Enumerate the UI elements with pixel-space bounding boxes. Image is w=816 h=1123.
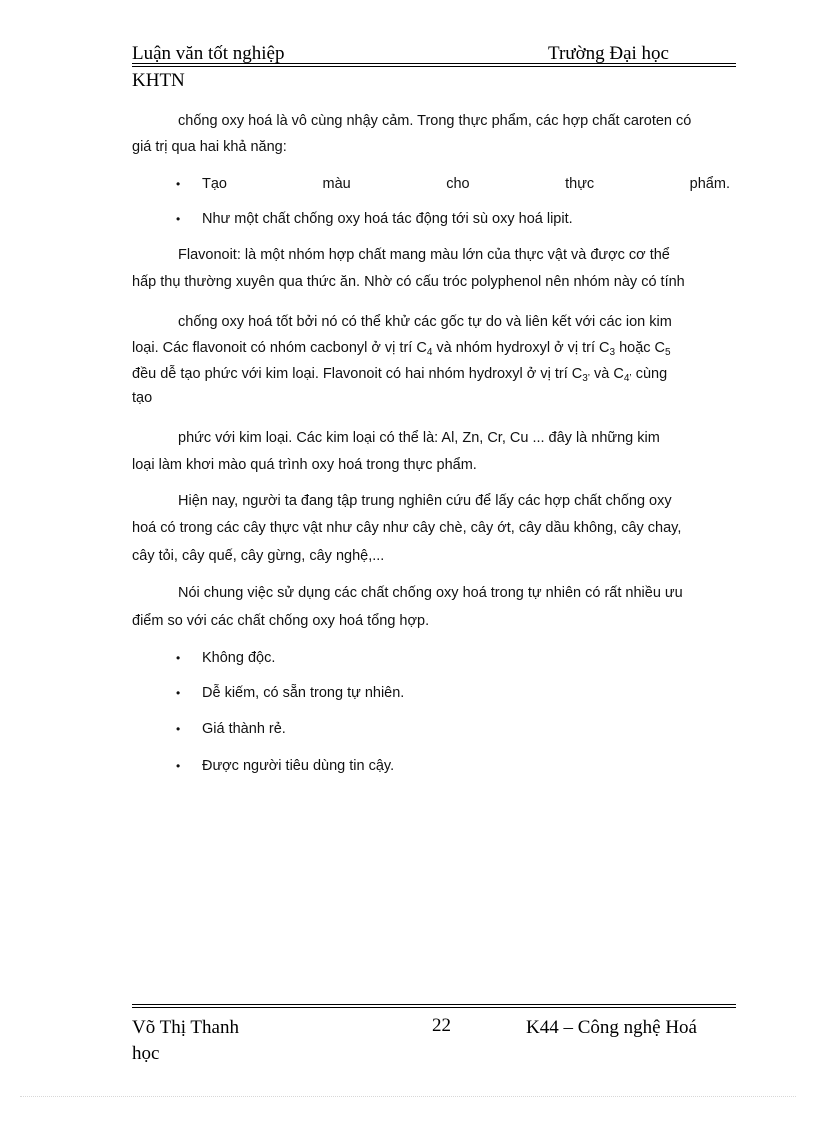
header-title-right xyxy=(548,43,669,65)
header-right-text: Trường Đại học xyxy=(548,43,669,64)
header-rule-top xyxy=(132,63,736,64)
advantage-item-1: Không độc. xyxy=(202,650,276,666)
page-bottom-border xyxy=(20,1096,796,1097)
footer-rule-top xyxy=(132,1004,736,1005)
p2-line-2: hấp thụ thường xuyên qua thức ăn. Nhờ có cấu tróc polyphenol nên nhóm này có tính xyxy=(132,274,685,290)
subscript: 5 xyxy=(665,347,671,358)
bullet-icon: • xyxy=(176,686,181,700)
p5-line-1: Hiện nay, người ta đang tập trung nghiên cứu để lấy các hợp chất chống oxy xyxy=(178,493,672,509)
header-left-text: Luận văn tốt nghiệp xyxy=(132,43,285,64)
bullet-1-word-3: cho xyxy=(446,176,470,192)
bullet-item-2: Như một chất chống oxy hoá tác động tới sù oxy hoá lipit. xyxy=(202,211,573,227)
advantage-item-4: Được người tiêu dùng tin cậy. xyxy=(202,758,395,774)
bullet-icon: • xyxy=(176,722,181,736)
bullet-1-word-4: thực xyxy=(565,176,595,192)
header-rule-bottom xyxy=(132,66,736,67)
p6-line-2: điểm so với các chất chống oxy hoá tổng hợp. xyxy=(132,613,430,629)
bullet-icon: • xyxy=(176,212,181,226)
p2-line-1: Flavonoit: là một nhóm hợp chất mang màu lớn của thực vật và được cơ thể xyxy=(178,247,670,263)
bullet-1-word-1: Tạo xyxy=(202,176,227,192)
p3-line-4: tạo xyxy=(132,390,153,406)
p1-line-2: giá trị qua hai khả năng: xyxy=(132,139,287,155)
p3-line-2-b: và nhóm hydroxyl ở vị trí C xyxy=(432,340,610,356)
footer-rule-bottom xyxy=(132,1007,736,1008)
advantage-item-2: Dễ kiếm, có sẵn trong tự nhiên. xyxy=(202,685,405,701)
p3-line-2-c: hoặc C xyxy=(615,340,666,356)
header-title-right-cont xyxy=(132,70,185,92)
subscript: 4’ xyxy=(623,373,632,384)
bullet-1-word-2: màu xyxy=(322,176,351,192)
bullet-icon: • xyxy=(176,651,181,665)
p3-line-3 xyxy=(132,364,667,384)
p3-line-2-a: loại. Các flavonoit có nhóm cacbonyl ở vị trí C xyxy=(132,340,427,356)
p6-line-1: Nói chung việc sử dụng các chất chống oxy hoá trong tự nhiên có rất nhiều ưu xyxy=(178,585,683,601)
subscript: 3’ xyxy=(582,373,591,384)
p3-line-3-c: cùng xyxy=(631,366,668,382)
subscript: 4 xyxy=(426,347,433,358)
p3-line-1: chống oxy hoá tốt bởi nó có thể khử các gốc tự do và liên kết với các ion kim xyxy=(178,314,672,330)
p4-line-2: loại làm khơi mào quá trình oxy hoá trong thực phẩm. xyxy=(132,457,477,473)
p5-line-3: cây tỏi, cây quế, cây gừng, cây nghệ,... xyxy=(132,548,385,564)
advantage-item-3: Giá thành rẻ. xyxy=(202,721,286,737)
footer-course: K44 – Công nghệ Hoá xyxy=(526,1017,697,1038)
p5-line-2: hoá có trong các cây thực vật như cây như cây chè, cây ớt, cây dầu không, cây chay, xyxy=(132,520,682,536)
footer-course-cont: học xyxy=(132,1043,160,1064)
header-title-left xyxy=(132,43,285,65)
header-right-cont-text: KHTN xyxy=(132,70,185,91)
bullet-icon: • xyxy=(176,177,181,191)
subscript: 3 xyxy=(609,347,616,358)
bullet-1-word-5: phẩm. xyxy=(689,176,730,192)
p1-line-1: chống oxy hoá là vô cùng nhậy cảm. Trong thực phẩm, các hợp chất caroten có xyxy=(178,113,692,129)
bullet-item-1 xyxy=(202,174,730,194)
p3-line-3-a: đều dễ tạo phức với kim loại. Flavonoit có hai nhóm hydroxyl ở vị trí C xyxy=(132,366,583,382)
bullet-icon: • xyxy=(176,759,181,773)
footer-author: Võ Thị Thanh xyxy=(132,1017,239,1038)
p3-line-2 xyxy=(132,338,671,358)
p4-line-1: phức với kim loại. Các kim loại có thể là: Al, Zn, Cr, Cu ... đây là những kim xyxy=(178,430,660,446)
p3-line-3-b: và C xyxy=(590,366,624,382)
footer-page-number: 22 xyxy=(432,1015,451,1036)
